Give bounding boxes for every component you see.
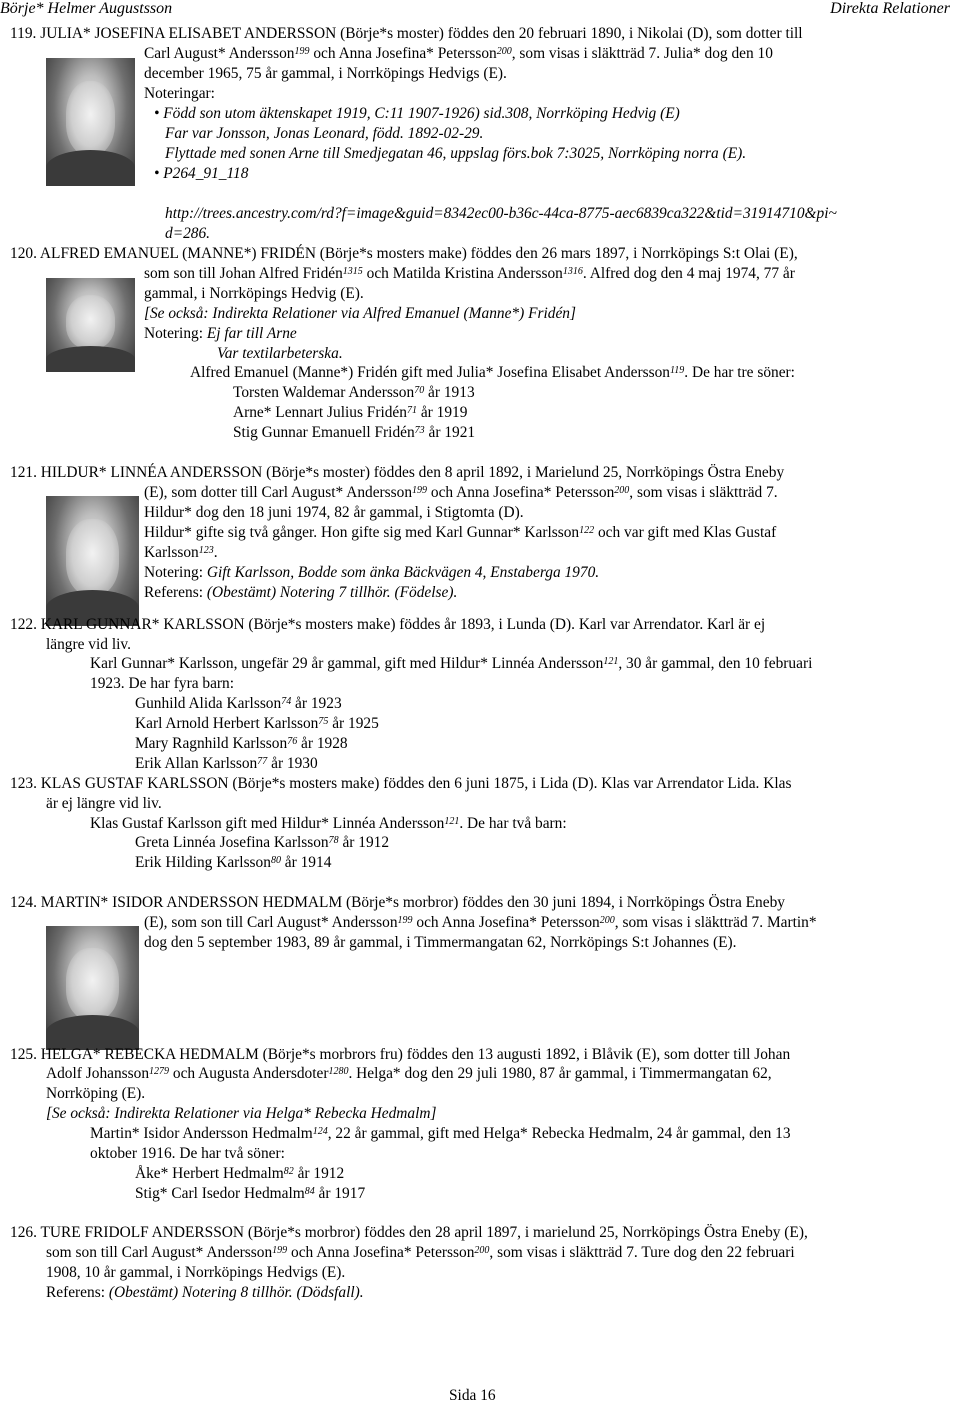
text-run: december 1965, 75 år gammal, i Norrköpings Hedvigs (E). [144,65,507,82]
text-run: gammal, i Norrköpings Hedvig (E). [144,285,364,302]
reference-number: 122 [579,525,595,536]
text-run: som son till Johan Alfred Fridén [144,265,343,282]
reference-number: 124 [312,1126,328,1137]
text-run: d=286. [165,225,211,242]
photo-hildur [46,496,139,626]
text-run: . Alfred dog den 4 maj 1974, 77 år [582,265,795,282]
text-run: dog den 5 september 1983, 89 år gammal, i Timmermangatan 62, Norrköpings S:t Johannes (E). [144,934,737,951]
text-run: 126. TURE FRIDOLF ANDERSSON (Börje*s morbror) föddes den 28 april 1897, i marielund 25, Norrköpings Östra Eneby (E), [10,1224,808,1241]
photo-martin [46,926,139,1050]
reference-number: 200 [614,485,630,496]
text-run: (E), som son till Carl August* Andersson [144,914,398,931]
text-run: år 1928 [297,735,348,752]
text-run: • P264_91_118 [154,165,249,182]
text-run: oktober 1916. De har två söner: [90,1145,285,1162]
text-line [10,1045,790,1065]
text-line [135,833,389,853]
text-run: Karl Gunnar* Karlsson, ungefär 29 år gammal, gift med Hildur* Linnéa Andersson [90,655,604,672]
text-run: 124. MARTIN* ISIDOR ANDERSSON HEDMALM (Börje*s morbror) föddes den 30 juni 1894, i Norrköpings Östra Eneby [10,894,785,911]
text-line [10,893,785,913]
text-line [46,1104,437,1124]
text-run: Noteringar: [144,85,215,102]
text-run: Klas Gustaf Karlsson gift med Hildur* Linnéa Andersson [90,815,445,832]
reference-number: 1280 [328,1066,349,1077]
text-run: . De har tre söner: [684,364,795,381]
text-run: Hildur* dog den 18 juni 1974, 82 år gammal, i Stigtomta (D). [144,504,524,521]
text-run: år 1923 [291,695,342,712]
text-line [135,1164,344,1184]
reference-number: 73 [414,425,425,436]
text-run: år 1919 [416,404,468,421]
text-run: Karl Arnold Herbert Karlsson [135,715,319,732]
text-run: och Matilda Kristina Andersson [362,265,563,282]
text-run: Mary Ragnhild Karlsson [135,735,288,752]
text-run: och Anna Josefina* Petersson [309,45,497,62]
text-line [46,1064,772,1084]
text-run: Ej far till Arne [206,325,297,342]
text-run: och Anna Josefina* Petersson [427,484,615,501]
text-run: 119. JULIA* JOSEFINA ELISABET ANDERSSON (Börje*s moster) föddes den 20 februari 1890, i Nikolai (D), som dotter till [10,25,803,42]
text-line [135,853,331,873]
reference-number: 199 [397,915,413,926]
reference-number: 200 [496,46,512,57]
text-run: Stig* Carl Isedor Hedmalm [135,1185,305,1202]
text-run: och Anna Josefina* Petersson [412,914,600,931]
text-run: längre vid liv. [46,636,131,653]
reference-number: 74 [281,696,292,707]
text-line [90,654,812,674]
text-run: (Obestämt) Notering 7 tillhör. (Födelse). [206,584,458,601]
text-line [144,483,778,503]
text-run: år 1912 [338,834,390,851]
text-run: Referens: [144,584,207,601]
text-run: Var textilarbeterska. [217,345,343,362]
text-line [90,814,567,834]
reference-number: 119 [670,365,685,376]
text-run: Hildur* gifte sig två gånger. Hon gifte sig med Karl Gunnar* Karlsson [144,524,580,541]
text-run: är ej längre vid liv. [46,795,162,812]
reference-number: 123 [198,545,214,556]
text-line [144,523,776,543]
text-run: , 22 år gammal, gift med Helga* Rebecka Hedmalm, 24 år gammal, den 13 [327,1125,791,1142]
text-line [46,1084,145,1104]
text-run: , som visas i släktträd 7. [629,484,778,501]
reference-number: 121 [444,816,460,827]
text-line [144,563,599,583]
text-line [144,64,507,84]
text-line [135,754,318,774]
page-number: Sida 16 [449,1387,496,1404]
text-line [46,635,131,655]
text-run: Alfred Emanuel (Manne*) Fridén gift med Julia* Josefina Elisabet Andersson [190,364,670,381]
text-run: år 1921 [424,424,476,441]
text-run: Martin* Isidor Andersson Hedmalm [90,1125,313,1142]
text-run: , som visas i släktträd 7. Ture dog den 22 februari [489,1244,795,1261]
reference-number: 199 [412,485,428,496]
text-line [233,383,475,403]
reference-number: 199 [272,1245,288,1256]
text-line [144,913,817,933]
reference-number: 71 [406,405,417,416]
text-line [144,324,297,344]
reference-number: 200 [474,1245,490,1256]
text-line [135,694,342,714]
text-line [10,1223,808,1243]
text-run: Flyttade med sonen Arne till Smedjegatan 46, uppslag förs.bok 7:3025, Norrköping norra (E). [165,145,747,162]
text-run: (E), som dotter till Carl August* Andersson [144,484,413,501]
reference-number: 70 [414,385,425,396]
text-line [190,363,795,383]
text-line [144,933,736,953]
text-line [144,264,795,284]
text-line [90,1144,285,1164]
text-line [144,84,215,104]
text-line [154,164,248,184]
text-run: Referens: [46,1284,109,1301]
reference-number: 84 [304,1186,315,1197]
reference-number: 199 [294,46,310,57]
text-run: 123. KLAS GUSTAF KARLSSON (Börje*s mosters make) föddes den 6 juni 1875, i Lida (D). Klas var Arrendator Lida. Klas [10,775,792,792]
text-run: . De har två barn: [459,815,567,832]
text-run: som son till Carl August* Andersson [46,1244,273,1261]
reference-number: 78 [328,835,339,846]
text-run: , som visas i släktträd 7. Julia* dog den 10 [511,45,773,62]
text-run: och Augusta Andersdoter [169,1065,329,1082]
text-run: år 1925 [328,715,379,732]
text-run: http://trees.ancestry.com/rd?f=image&guid=8342ec00-b36c-44ca-8775-aec6839ca322&tid=31914710&pi~ [165,205,837,222]
running-header-right: Direkta Relationer [830,0,950,17]
text-run: Åke* Herbert Hedmalm [135,1165,284,1182]
text-line [144,543,218,563]
text-run: Adolf Johansson [46,1065,150,1082]
text-run: • Född son utom äktenskapet 1919, C:11 1907-1926) sid.308, Norrköping Hedvig (E) [154,105,680,122]
reference-number: 200 [599,915,615,926]
text-run: 1908, 10 år gammal, i Norrköpings Hedvigs (E). [46,1264,346,1281]
text-line [165,224,210,244]
text-run: Far var Jonsson, Jonas Leonard, född. 1892-02-29. [165,125,484,142]
text-run: (Obestämt) Notering 8 tillhör. (Dödsfall). [108,1284,364,1301]
reference-number: 121 [603,656,619,667]
text-line [165,204,837,224]
text-line [144,44,773,64]
text-line [10,244,798,264]
text-line [90,674,234,694]
text-line [46,1283,364,1303]
text-run: Erik Hilding Karlsson [135,854,271,871]
text-line [10,463,784,483]
text-line [10,774,791,794]
text-line [46,1263,345,1283]
text-run: , som visas i släktträd 7. Martin* [614,914,817,931]
text-run: Gunhild Alida Karlsson [135,695,282,712]
text-run: 1923. De har fyra barn: [90,675,235,692]
text-run: Erik Allan Karlsson [135,755,258,772]
text-run: [Se också: Indirekta Relationer via Alfred Emanuel (Manne*) Fridén] [144,305,576,322]
text-line [10,615,765,635]
text-run: , 30 år gammal, den 10 februari [618,655,813,672]
text-line [165,144,746,164]
photo-alfred [46,278,135,372]
text-line [135,714,379,734]
reference-number: 1316 [562,266,583,277]
text-run: 121. HILDUR* LINNÉA ANDERSSON (Börje*s moster) föddes den 8 april 1892, i Marielund 25, Norrköpings Östra Eneby [10,464,785,481]
text-line [154,104,680,124]
text-line [165,124,483,144]
text-run: Gift Karlsson, Bodde som änka Bäckvägen 4, Enstaberga 1970. [206,564,600,581]
text-line [135,734,348,754]
reference-number: 82 [283,1166,294,1177]
text-run: Karlsson [144,544,199,561]
text-run: år 1912 [293,1165,345,1182]
text-run: Notering: [144,564,207,581]
text-run: . Helga* dog den 29 juli 1980, 87 år gammal, i Timmermangatan 62, [348,1065,772,1082]
text-run: år 1917 [314,1185,366,1202]
text-run: år 1913 [424,384,475,401]
text-run: [Se också: Indirekta Relationer via Helga* Rebecka Hedmalm] [46,1105,437,1122]
text-line [144,503,524,523]
text-line [144,583,457,603]
text-line [233,403,467,423]
text-line [144,284,364,304]
text-run: Carl August* Andersson [144,45,295,62]
text-run: och Anna Josefina* Petersson [287,1244,475,1261]
text-run: Arne* Lennart Julius Fridén [233,404,407,421]
text-line [90,1124,791,1144]
text-run: 125. HELGA* REBECKA HEDMALM (Börje*s morbrors fru) föddes den 13 augusti 1892, i Blåvik (E), som dotter till Johan [10,1046,791,1063]
running-header-left: Börje* Helmer Augustsson [0,0,173,17]
text-run: Norrköping (E). [46,1085,146,1102]
text-line [10,24,803,44]
photo-julia [46,58,135,186]
text-run: Greta Linnéa Josefina Karlsson [135,834,329,851]
text-run: år 1914 [280,854,332,871]
text-run: och var gift med Klas Gustaf [594,524,777,541]
text-line [135,1184,365,1204]
text-run: Stig Gunnar Emanuell Fridén [233,424,415,441]
text-line [217,344,343,364]
text-run: Torsten Waldemar Andersson [233,384,415,401]
text-run: Notering: [144,325,207,342]
text-run: . [213,544,218,561]
reference-number: 1315 [342,266,363,277]
text-line [233,423,475,443]
text-run: 120. ALFRED EMANUEL (MANNE*) FRIDÉN (Börje*s mosters make) föddes den 26 mars 1897, i Norrköpings S:t Olai (E), [10,245,798,262]
reference-number: 75 [318,716,329,727]
text-run: 122. KARL GUNNAR* KARLSSON (Börje*s mosters make) föddes år 1893, i Lunda (D). Karl var Arrendator. Karl är ej [10,616,766,633]
text-line [144,304,576,324]
reference-number: 76 [287,736,298,747]
reference-number: 77 [257,756,268,767]
reference-number: 80 [270,855,281,866]
text-line [46,794,162,814]
text-run: år 1930 [267,755,318,772]
text-line [46,1243,795,1263]
reference-number: 1279 [149,1066,170,1077]
